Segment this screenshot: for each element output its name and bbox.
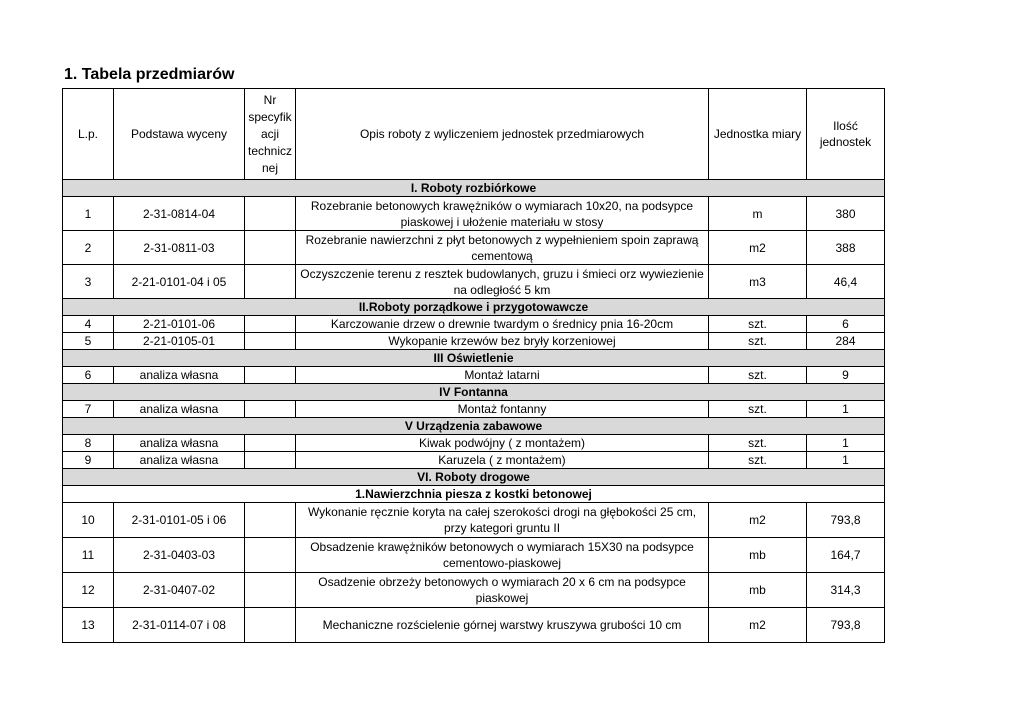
- section-title: VI. Roboty drogowe: [63, 469, 885, 486]
- cell-spec: [245, 573, 296, 608]
- cell-ilosc: 1: [807, 435, 885, 452]
- cell-jednostka: szt.: [709, 333, 807, 350]
- cell-lp: 6: [63, 367, 114, 384]
- cell-spec: [245, 316, 296, 333]
- table-row: [63, 435, 885, 452]
- table-header-row: [63, 89, 885, 180]
- cell-jednostka: m2: [709, 231, 807, 265]
- table-row: [63, 231, 885, 265]
- cell-ilosc: 46,4: [807, 265, 885, 299]
- cell-lp: 2: [63, 231, 114, 265]
- cell-ilosc: 793,8: [807, 608, 885, 643]
- cell-podstawa: analiza własna: [114, 452, 245, 469]
- table-row: [63, 608, 885, 643]
- cell-jednostka: mb: [709, 573, 807, 608]
- header-ilosc: Ilość jednostek: [807, 89, 885, 180]
- cell-jednostka: szt.: [709, 452, 807, 469]
- section-row: [63, 180, 885, 197]
- przedmiar-table: [62, 88, 885, 643]
- cell-podstawa: 2-21-0101-04 i 05: [114, 265, 245, 299]
- table-row: [63, 333, 885, 350]
- section-title: I. Roboty rozbiórkowe: [63, 180, 885, 197]
- cell-spec: [245, 503, 296, 538]
- cell-jednostka: mb: [709, 538, 807, 573]
- cell-jednostka: m3: [709, 265, 807, 299]
- cell-ilosc: 388: [807, 231, 885, 265]
- cell-opis: Oczyszczenie terenu z resztek budowlanych, gruzu i śmieci orz wywiezienie na odległość 5 km: [296, 265, 709, 299]
- cell-ilosc: 164,7: [807, 538, 885, 573]
- cell-podstawa: 2-31-0114-07 i 08: [114, 608, 245, 643]
- cell-lp: 11: [63, 538, 114, 573]
- cell-spec: [245, 452, 296, 469]
- cell-jednostka: szt.: [709, 316, 807, 333]
- section-title: IV Fontanna: [63, 384, 885, 401]
- cell-opis: Wykopanie krzewów bez bryły korzeniowej: [296, 333, 709, 350]
- subsection-row: [63, 486, 885, 503]
- section-title: III Oświetlenie: [63, 350, 885, 367]
- cell-podstawa: 2-21-0101-06: [114, 316, 245, 333]
- cell-lp: 7: [63, 401, 114, 418]
- cell-opis: Rozebranie nawierzchni z płyt betonowych z wypełnieniem spoin zaprawą cementową: [296, 231, 709, 265]
- table-row: [63, 538, 885, 573]
- cell-lp: 13: [63, 608, 114, 643]
- cell-spec: [245, 231, 296, 265]
- cell-jednostka: m: [709, 197, 807, 231]
- cell-jednostka: m2: [709, 503, 807, 538]
- section-row: [63, 350, 885, 367]
- cell-ilosc: 793,8: [807, 503, 885, 538]
- cell-podstawa: 2-31-0811-03: [114, 231, 245, 265]
- cell-spec: [245, 333, 296, 350]
- cell-podstawa: analiza własna: [114, 435, 245, 452]
- page-title: 1. Tabela przedmiarów: [64, 66, 235, 83]
- cell-ilosc: 314,3: [807, 573, 885, 608]
- cell-podstawa: 2-21-0105-01: [114, 333, 245, 350]
- cell-opis: Osadzenie obrzeży betonowych o wymiarach 20 x 6 cm na podsypce piaskowej: [296, 573, 709, 608]
- cell-ilosc: 6: [807, 316, 885, 333]
- section-title: V Urządzenia zabawowe: [63, 418, 885, 435]
- cell-opis: Wykonanie ręcznie koryta na całej szerokości drogi na głębokości 25 cm, przy kategori gruntu II: [296, 503, 709, 538]
- cell-ilosc: 1: [807, 401, 885, 418]
- cell-lp: 1: [63, 197, 114, 231]
- table-row: [63, 316, 885, 333]
- section-row: [63, 299, 885, 316]
- cell-opis: Kiwak podwójny ( z montażem): [296, 435, 709, 452]
- table-row: [63, 452, 885, 469]
- cell-lp: 4: [63, 316, 114, 333]
- cell-opis: Karuzela ( z montażem): [296, 452, 709, 469]
- section-row: [63, 384, 885, 401]
- cell-jednostka: szt.: [709, 435, 807, 452]
- cell-podstawa: analiza własna: [114, 401, 245, 418]
- cell-ilosc: 9: [807, 367, 885, 384]
- table-row: [63, 573, 885, 608]
- cell-lp: 8: [63, 435, 114, 452]
- cell-lp: 9: [63, 452, 114, 469]
- cell-ilosc: 1: [807, 452, 885, 469]
- header-podstawa: Podstawa wyceny: [114, 89, 245, 180]
- cell-spec: [245, 538, 296, 573]
- cell-ilosc: 380: [807, 197, 885, 231]
- table-row: [63, 197, 885, 231]
- cell-podstawa: 2-31-0814-04: [114, 197, 245, 231]
- cell-lp: 5: [63, 333, 114, 350]
- header-jednostka: Jednostka miary: [709, 89, 807, 180]
- section-row: [63, 469, 885, 486]
- cell-jednostka: szt.: [709, 401, 807, 418]
- header-lp: L.p.: [63, 89, 114, 180]
- cell-spec: [245, 367, 296, 384]
- section-title: II.Roboty porządkowe i przygotowawcze: [63, 299, 885, 316]
- header-spec: Nr specyfik acji technicz nej: [245, 89, 296, 180]
- cell-podstawa: 2-31-0101-05 i 06: [114, 503, 245, 538]
- table-row: [63, 265, 885, 299]
- cell-spec: [245, 265, 296, 299]
- cell-spec: [245, 401, 296, 418]
- cell-podstawa: analiza własna: [114, 367, 245, 384]
- cell-lp: 12: [63, 573, 114, 608]
- cell-opis: Montaż fontanny: [296, 401, 709, 418]
- cell-opis: Karczowanie drzew o drewnie twardym o średnicy pnia 16-20cm: [296, 316, 709, 333]
- cell-spec: [245, 435, 296, 452]
- cell-spec: [245, 608, 296, 643]
- cell-ilosc: 284: [807, 333, 885, 350]
- cell-jednostka: m2: [709, 608, 807, 643]
- table-row: [63, 367, 885, 384]
- cell-opis: Mechaniczne rozścielenie górnej warstwy kruszywa grubości 10 cm: [296, 608, 709, 643]
- cell-podstawa: 2-31-0407-02: [114, 573, 245, 608]
- cell-lp: 3: [63, 265, 114, 299]
- cell-jednostka: szt.: [709, 367, 807, 384]
- cell-spec: [245, 197, 296, 231]
- subsection-title: 1.Nawierzchnia piesza z kostki betonowej: [63, 486, 885, 503]
- table-row: [63, 401, 885, 418]
- cell-lp: 10: [63, 503, 114, 538]
- section-row: [63, 418, 885, 435]
- cell-opis: Montaż latarni: [296, 367, 709, 384]
- table-row: [63, 503, 885, 538]
- cell-opis: Rozebranie betonowych krawężników o wymiarach 10x20, na podsypce piaskowej i ułożenie materiału w stosy: [296, 197, 709, 231]
- header-opis: Opis roboty z wyliczeniem jednostek przedmiarowych: [296, 89, 709, 180]
- cell-podstawa: 2-31-0403-03: [114, 538, 245, 573]
- cell-opis: Obsadzenie krawężników betonowych o wymiarach 15X30 na podsypce cementowo-piaskowej: [296, 538, 709, 573]
